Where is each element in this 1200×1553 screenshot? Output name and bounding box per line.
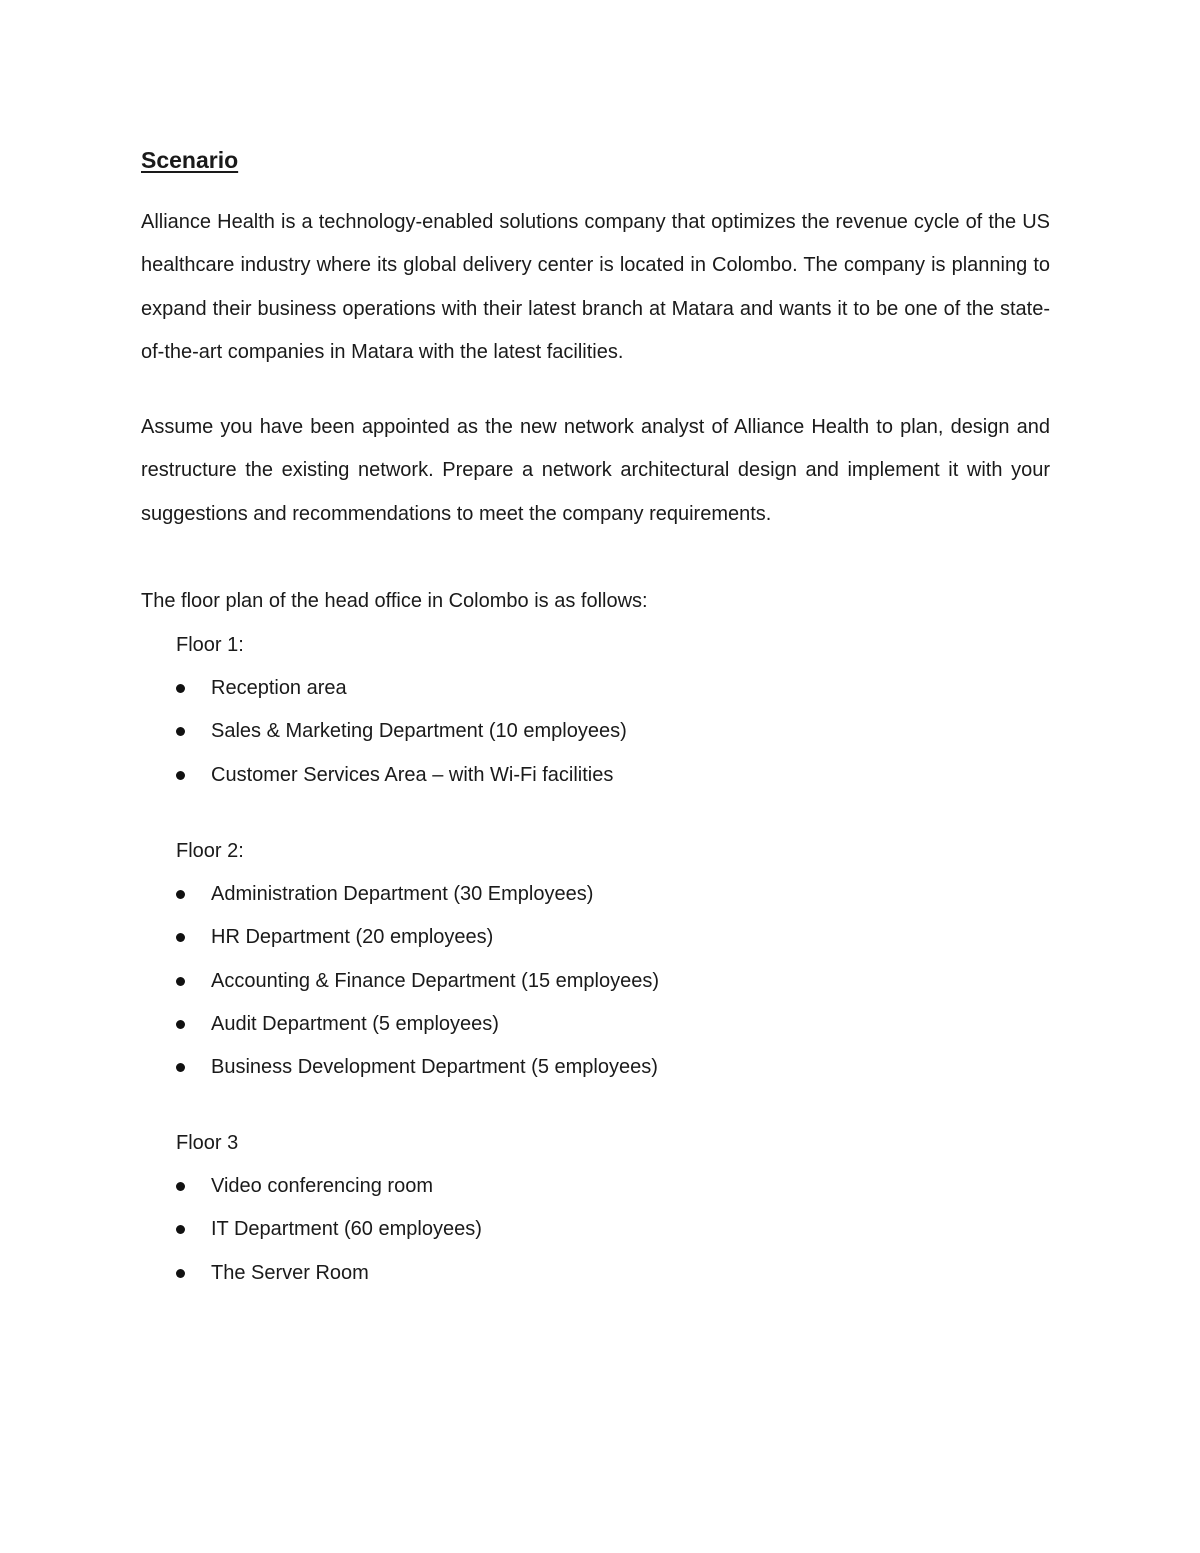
floor-section-1 bbox=[176, 623, 1036, 797]
floor-list bbox=[176, 667, 1036, 797]
bullet-icon bbox=[176, 1269, 185, 1278]
list-item bbox=[176, 710, 1036, 753]
bullet-icon bbox=[176, 933, 185, 942]
list-item-text: IT Department (60 employees) bbox=[211, 1218, 482, 1241]
floor-list bbox=[176, 873, 1036, 1089]
task-paragraph: Assume you have been appointed as the new network analyst of Alliance Health to plan, design and restructure the existing network. Prepare a network architectural design and implement it with your suggestions and recommendations to meet the company requirements. bbox=[141, 416, 1050, 525]
bullet-icon bbox=[176, 890, 185, 899]
floor-section-2 bbox=[176, 829, 1036, 1089]
bullet-icon bbox=[176, 1225, 185, 1234]
list-item bbox=[176, 916, 1036, 959]
list-item bbox=[176, 960, 1036, 1003]
floor-title: Floor 2: bbox=[176, 840, 244, 862]
list-item bbox=[176, 754, 1036, 797]
list-item-text: Customer Services Area – with Wi-Fi facilities bbox=[211, 763, 614, 786]
section-heading: Scenario bbox=[141, 147, 239, 173]
bullet-icon bbox=[176, 771, 185, 780]
list-item-text: Video conferencing room bbox=[211, 1175, 433, 1197]
list-item-text: HR Department (20 employees) bbox=[211, 926, 494, 949]
list-item bbox=[176, 1165, 1036, 1208]
list-item bbox=[176, 1003, 1036, 1046]
floor-list bbox=[176, 1165, 1036, 1295]
list-item-text: Administration Department (30 Employees) bbox=[211, 883, 594, 905]
scenario-paragraph: Alliance Health is a technology-enabled solutions company that optimizes the revenue cycle of the US healthcare industry where its global delivery center is located in Colombo. The company is planning to expand their business operations with their latest branch at Matara and wants it to be one of the state-of-the-art companies in Matara with the latest facilities. bbox=[141, 211, 1050, 363]
bullet-icon bbox=[176, 1182, 185, 1191]
bullet-icon bbox=[176, 1063, 185, 1072]
list-item-text: The Server Room bbox=[211, 1261, 369, 1284]
floor-title: Floor 3 bbox=[176, 1132, 239, 1154]
list-item-text: Reception area bbox=[211, 677, 347, 699]
floor-title: Floor 1: bbox=[176, 634, 244, 656]
list-item-text: Business Development Department (5 employees) bbox=[211, 1056, 658, 1079]
floor-section-3 bbox=[176, 1121, 1036, 1295]
list-item-text: Sales & Marketing Department (10 employees) bbox=[211, 720, 627, 743]
floor-plan-intro: The floor plan of the head office in Colombo is as follows: bbox=[141, 590, 648, 612]
list-item bbox=[176, 1252, 1036, 1295]
bullet-icon bbox=[176, 977, 185, 986]
bullet-icon bbox=[176, 1020, 185, 1029]
list-item bbox=[176, 667, 1036, 710]
list-item bbox=[176, 1046, 1036, 1089]
bullet-icon bbox=[176, 684, 185, 693]
list-item-text: Audit Department (5 employees) bbox=[211, 1012, 499, 1035]
list-item-text: Accounting & Finance Department (15 employees) bbox=[211, 969, 660, 992]
list-item bbox=[176, 1208, 1036, 1251]
list-item bbox=[176, 873, 1036, 916]
bullet-icon bbox=[176, 727, 185, 736]
